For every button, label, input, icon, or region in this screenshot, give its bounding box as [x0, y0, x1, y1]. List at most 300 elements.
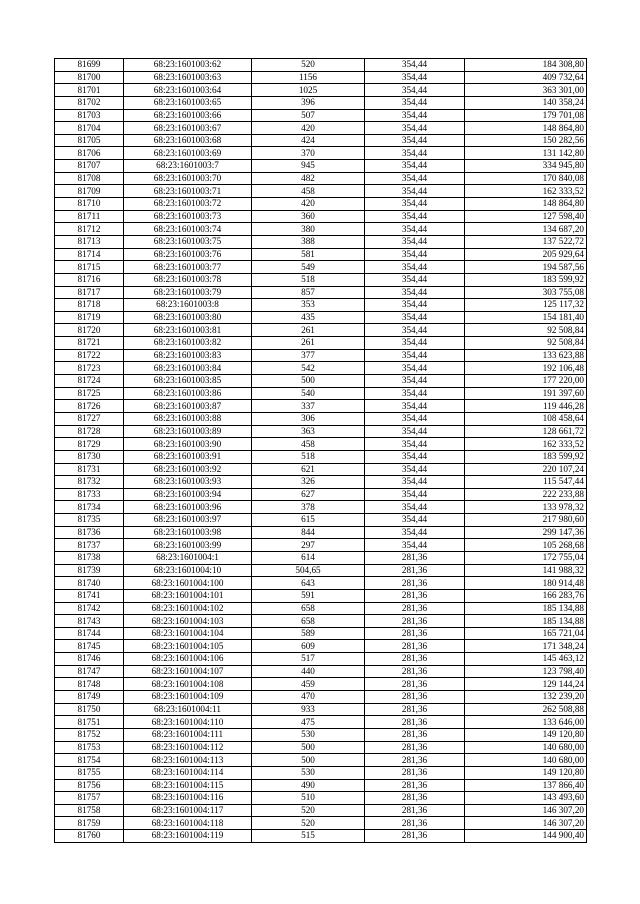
value-cell: 162 333,52 [465, 438, 587, 451]
value-cell: 183 599,92 [465, 450, 587, 463]
area-cell: 490 [252, 779, 365, 792]
table-row [55, 223, 587, 236]
rate-cell: 281,36 [365, 615, 465, 628]
value-cell: 131 142,80 [465, 147, 587, 160]
row-number-cell: 81744 [55, 627, 124, 640]
table-row [55, 450, 587, 463]
area-cell: 360 [252, 210, 365, 223]
table-row [55, 526, 587, 539]
area-cell: 500 [252, 754, 365, 767]
cadastral-number-cell: 68:23:1601004:106 [124, 653, 252, 666]
value-cell: 137 522,72 [465, 235, 587, 248]
table-row [55, 463, 587, 476]
row-number-cell: 81754 [55, 754, 124, 767]
area-cell: 504,65 [252, 564, 365, 577]
area-cell: 378 [252, 501, 365, 514]
cadastral-number-cell: 68:23:1601003:75 [124, 235, 252, 248]
rate-cell: 281,36 [365, 602, 465, 615]
cadastral-number-cell: 68:23:1601003:88 [124, 412, 252, 425]
table-row [55, 160, 587, 173]
table-row [55, 539, 587, 552]
value-cell: 127 598,40 [465, 210, 587, 223]
area-cell: 420 [252, 122, 365, 135]
row-number-cell: 81741 [55, 589, 124, 602]
row-number-cell: 81737 [55, 539, 124, 552]
rate-cell: 354,44 [365, 223, 465, 236]
table-row [55, 602, 587, 615]
table-row [55, 349, 587, 362]
value-cell: 105 268,68 [465, 539, 587, 552]
area-cell: 510 [252, 792, 365, 805]
cadastral-number-cell: 68:23:1601003:80 [124, 311, 252, 324]
table-row [55, 564, 587, 577]
row-number-cell: 81739 [55, 564, 124, 577]
area-cell: 520 [252, 804, 365, 817]
cadastral-number-cell: 68:23:1601003:64 [124, 84, 252, 97]
cadastral-number-cell: 68:23:1601003:67 [124, 122, 252, 135]
cadastral-number-cell: 68:23:1601003:90 [124, 438, 252, 451]
rate-cell: 354,44 [365, 349, 465, 362]
cadastral-number-cell: 68:23:1601003:83 [124, 349, 252, 362]
cadastral-number-cell: 68:23:1601004:109 [124, 691, 252, 704]
value-cell: 141 988,32 [465, 564, 587, 577]
cadastral-number-cell: 68:23:1601004:114 [124, 766, 252, 779]
row-number-cell: 81728 [55, 425, 124, 438]
value-cell: 137 866,40 [465, 779, 587, 792]
area-cell: 609 [252, 640, 365, 653]
rate-cell: 281,36 [365, 792, 465, 805]
row-number-cell: 81745 [55, 640, 124, 653]
rate-cell: 354,44 [365, 514, 465, 527]
value-cell: 144 900,40 [465, 830, 587, 843]
row-number-cell: 81707 [55, 160, 124, 173]
value-cell: 162 333,52 [465, 185, 587, 198]
row-number-cell: 81712 [55, 223, 124, 236]
row-number-cell: 81705 [55, 134, 124, 147]
rate-cell: 354,44 [365, 412, 465, 425]
value-cell: 146 307,20 [465, 804, 587, 817]
table-row [55, 691, 587, 704]
rate-cell: 354,44 [365, 210, 465, 223]
row-number-cell: 81725 [55, 387, 124, 400]
rate-cell: 281,36 [365, 640, 465, 653]
row-number-cell: 81732 [55, 476, 124, 489]
table-body [55, 59, 587, 843]
rate-cell: 281,36 [365, 804, 465, 817]
value-cell: 115 547,44 [465, 476, 587, 489]
table-row [55, 109, 587, 122]
value-cell: 123 798,40 [465, 665, 587, 678]
table-row [55, 324, 587, 337]
value-cell: 184 308,80 [465, 59, 587, 72]
area-cell: 520 [252, 817, 365, 830]
table-row [55, 337, 587, 350]
rate-cell: 281,36 [365, 703, 465, 716]
row-number-cell: 81753 [55, 741, 124, 754]
area-cell: 520 [252, 59, 365, 72]
table-row [55, 134, 587, 147]
value-cell: 140 680,00 [465, 754, 587, 767]
cadastral-number-cell: 68:23:1601004:119 [124, 830, 252, 843]
cadastral-number-cell: 68:23:1601003:73 [124, 210, 252, 223]
area-cell: 530 [252, 728, 365, 741]
value-cell: 183 599,92 [465, 273, 587, 286]
table-row [55, 59, 587, 72]
area-cell: 614 [252, 551, 365, 564]
rate-cell: 354,44 [365, 387, 465, 400]
table-row [55, 412, 587, 425]
value-cell: 119 446,28 [465, 400, 587, 413]
rate-cell: 354,44 [365, 476, 465, 489]
row-number-cell: 81738 [55, 551, 124, 564]
rate-cell: 354,44 [365, 501, 465, 514]
cadastral-number-cell: 68:23:1601003:87 [124, 400, 252, 413]
area-cell: 475 [252, 716, 365, 729]
rate-cell: 354,44 [365, 286, 465, 299]
value-cell: 129 144,24 [465, 678, 587, 691]
cadastral-number-cell: 68:23:1601004:118 [124, 817, 252, 830]
cadastral-number-cell: 68:23:1601003:74 [124, 223, 252, 236]
table-row [55, 311, 587, 324]
rate-cell: 354,44 [365, 375, 465, 388]
row-number-cell: 81715 [55, 261, 124, 274]
cadastral-number-cell: 68:23:1601003:70 [124, 172, 252, 185]
area-cell: 549 [252, 261, 365, 274]
row-number-cell: 81750 [55, 703, 124, 716]
cadastral-number-cell: 68:23:1601004:113 [124, 754, 252, 767]
rate-cell: 354,44 [365, 362, 465, 375]
cadastral-number-cell: 68:23:1601004:117 [124, 804, 252, 817]
row-number-cell: 81700 [55, 71, 124, 84]
cadastral-number-cell: 68:23:1601003:99 [124, 539, 252, 552]
area-cell: 420 [252, 198, 365, 211]
rate-cell: 281,36 [365, 691, 465, 704]
cadastral-number-cell: 68:23:1601003:82 [124, 337, 252, 350]
row-number-cell: 81724 [55, 375, 124, 388]
value-cell: 194 587,56 [465, 261, 587, 274]
area-cell: 396 [252, 96, 365, 109]
value-cell: 220 107,24 [465, 463, 587, 476]
area-cell: 591 [252, 589, 365, 602]
cadastral-number-cell: 68:23:1601003:63 [124, 71, 252, 84]
row-number-cell: 81743 [55, 615, 124, 628]
value-cell: 222 233,88 [465, 488, 587, 501]
cadastral-number-cell: 68:23:1601004:115 [124, 779, 252, 792]
value-cell: 143 493,60 [465, 792, 587, 805]
cadastral-number-cell: 68:23:1601003:81 [124, 324, 252, 337]
cadastral-number-cell: 68:23:1601003:68 [124, 134, 252, 147]
document-page [54, 58, 586, 843]
rate-cell: 354,44 [365, 463, 465, 476]
rate-cell: 354,44 [365, 311, 465, 324]
rate-cell: 354,44 [365, 299, 465, 312]
rate-cell: 354,44 [365, 337, 465, 350]
cadastral-number-cell: 68:23:1601004:105 [124, 640, 252, 653]
area-cell: 1156 [252, 71, 365, 84]
rate-cell: 354,44 [365, 539, 465, 552]
cadastral-number-cell: 68:23:1601004:107 [124, 665, 252, 678]
table-row [55, 488, 587, 501]
table-row [55, 122, 587, 135]
value-cell: 125 117,32 [465, 299, 587, 312]
table-row [55, 627, 587, 640]
rate-cell: 354,44 [365, 96, 465, 109]
area-cell: 517 [252, 653, 365, 666]
cadastral-number-cell: 68:23:1601003:69 [124, 147, 252, 160]
table-row [55, 728, 587, 741]
value-cell: 128 661,72 [465, 425, 587, 438]
value-cell: 149 120,80 [465, 766, 587, 779]
cadastral-number-cell: 68:23:1601003:7 [124, 160, 252, 173]
value-cell: 409 732,64 [465, 71, 587, 84]
area-cell: 459 [252, 678, 365, 691]
value-cell: 179 701,08 [465, 109, 587, 122]
rate-cell: 281,36 [365, 564, 465, 577]
cadastral-number-cell: 68:23:1601003:84 [124, 362, 252, 375]
rate-cell: 281,36 [365, 716, 465, 729]
table-row [55, 741, 587, 754]
row-number-cell: 81708 [55, 172, 124, 185]
rate-cell: 354,44 [365, 400, 465, 413]
value-cell: 334 945,80 [465, 160, 587, 173]
table-row [55, 551, 587, 564]
cadastral-number-cell: 68:23:1601004:108 [124, 678, 252, 691]
table-row [55, 362, 587, 375]
row-number-cell: 81720 [55, 324, 124, 337]
area-cell: 507 [252, 109, 365, 122]
value-cell: 92 508,84 [465, 324, 587, 337]
row-number-cell: 81723 [55, 362, 124, 375]
row-number-cell: 81746 [55, 653, 124, 666]
value-cell: 134 687,20 [465, 223, 587, 236]
value-cell: 170 840,08 [465, 172, 587, 185]
table-row [55, 589, 587, 602]
row-number-cell: 81718 [55, 299, 124, 312]
row-number-cell: 81742 [55, 602, 124, 615]
area-cell: 435 [252, 311, 365, 324]
table-row [55, 678, 587, 691]
area-cell: 306 [252, 412, 365, 425]
row-number-cell: 81752 [55, 728, 124, 741]
cadastral-number-cell: 68:23:1601003:71 [124, 185, 252, 198]
rate-cell: 281,36 [365, 830, 465, 843]
table-row [55, 653, 587, 666]
area-cell: 933 [252, 703, 365, 716]
rate-cell: 354,44 [365, 134, 465, 147]
value-cell: 171 348,24 [465, 640, 587, 653]
cadastral-number-cell: 68:23:1601004:104 [124, 627, 252, 640]
area-cell: 261 [252, 337, 365, 350]
table-row [55, 754, 587, 767]
table-row [55, 703, 587, 716]
area-cell: 540 [252, 387, 365, 400]
cadastral-number-cell: 68:23:1601004:1 [124, 551, 252, 564]
value-cell: 154 181,40 [465, 311, 587, 324]
area-cell: 440 [252, 665, 365, 678]
cadastral-number-cell: 68:23:1601004:111 [124, 728, 252, 741]
row-number-cell: 81709 [55, 185, 124, 198]
value-cell: 185 134,88 [465, 602, 587, 615]
area-cell: 844 [252, 526, 365, 539]
row-number-cell: 81734 [55, 501, 124, 514]
rate-cell: 354,44 [365, 84, 465, 97]
area-cell: 337 [252, 400, 365, 413]
rate-cell: 354,44 [365, 109, 465, 122]
rate-cell: 281,36 [365, 678, 465, 691]
area-cell: 377 [252, 349, 365, 362]
area-cell: 945 [252, 160, 365, 173]
table-row [55, 248, 587, 261]
table-row [55, 235, 587, 248]
area-cell: 458 [252, 438, 365, 451]
cadastral-number-cell: 68:23:1601003:77 [124, 261, 252, 274]
row-number-cell: 81703 [55, 109, 124, 122]
value-cell: 133 646,00 [465, 716, 587, 729]
row-number-cell: 81751 [55, 716, 124, 729]
table-row [55, 514, 587, 527]
rate-cell: 354,44 [365, 450, 465, 463]
cadastral-number-cell: 68:23:1601003:79 [124, 286, 252, 299]
area-cell: 482 [252, 172, 365, 185]
row-number-cell: 81748 [55, 678, 124, 691]
area-cell: 857 [252, 286, 365, 299]
row-number-cell: 81758 [55, 804, 124, 817]
value-cell: 185 134,88 [465, 615, 587, 628]
row-number-cell: 81716 [55, 273, 124, 286]
cadastral-number-cell: 68:23:1601003:66 [124, 109, 252, 122]
table-row [55, 766, 587, 779]
value-cell: 217 980,60 [465, 514, 587, 527]
rate-cell: 281,36 [365, 577, 465, 590]
value-cell: 299 147,36 [465, 526, 587, 539]
cadastral-number-cell: 68:23:1601004:116 [124, 792, 252, 805]
rate-cell: 354,44 [365, 122, 465, 135]
value-cell: 148 864,80 [465, 122, 587, 135]
rate-cell: 354,44 [365, 324, 465, 337]
value-cell: 133 978,32 [465, 501, 587, 514]
rate-cell: 281,36 [365, 665, 465, 678]
row-number-cell: 81731 [55, 463, 124, 476]
row-number-cell: 81756 [55, 779, 124, 792]
row-number-cell: 81733 [55, 488, 124, 501]
rate-cell: 354,44 [365, 273, 465, 286]
area-cell: 380 [252, 223, 365, 236]
area-cell: 643 [252, 577, 365, 590]
rate-cell: 354,44 [365, 198, 465, 211]
table-row [55, 716, 587, 729]
cadastral-number-cell: 68:23:1601003:8 [124, 299, 252, 312]
table-row [55, 476, 587, 489]
area-cell: 658 [252, 602, 365, 615]
rate-cell: 354,44 [365, 248, 465, 261]
cadastral-number-cell: 68:23:1601003:72 [124, 198, 252, 211]
table-row [55, 501, 587, 514]
table-row [55, 147, 587, 160]
cadastral-number-cell: 68:23:1601003:78 [124, 273, 252, 286]
cadastral-number-cell: 68:23:1601003:65 [124, 96, 252, 109]
value-cell: 146 307,20 [465, 817, 587, 830]
cadastral-number-cell: 68:23:1601003:89 [124, 425, 252, 438]
table-row [55, 817, 587, 830]
rate-cell: 354,44 [365, 71, 465, 84]
row-number-cell: 81701 [55, 84, 124, 97]
cadastral-number-cell: 68:23:1601003:97 [124, 514, 252, 527]
table-row [55, 261, 587, 274]
table-row [55, 792, 587, 805]
value-cell: 172 755,04 [465, 551, 587, 564]
rate-cell: 281,36 [365, 741, 465, 754]
area-cell: 363 [252, 425, 365, 438]
rate-cell: 354,44 [365, 425, 465, 438]
rate-cell: 281,36 [365, 653, 465, 666]
area-cell: 424 [252, 134, 365, 147]
area-cell: 370 [252, 147, 365, 160]
area-cell: 542 [252, 362, 365, 375]
cadastral-number-cell: 68:23:1601004:103 [124, 615, 252, 628]
rate-cell: 281,36 [365, 728, 465, 741]
area-cell: 458 [252, 185, 365, 198]
value-cell: 132 239,20 [465, 691, 587, 704]
cadastral-value-table [54, 58, 587, 843]
table-row [55, 615, 587, 628]
cadastral-number-cell: 68:23:1601004:100 [124, 577, 252, 590]
row-number-cell: 81714 [55, 248, 124, 261]
table-row [55, 387, 587, 400]
cadastral-number-cell: 68:23:1601004:101 [124, 589, 252, 602]
value-cell: 191 397,60 [465, 387, 587, 400]
cadastral-number-cell: 68:23:1601003:93 [124, 476, 252, 489]
rate-cell: 354,44 [365, 147, 465, 160]
rate-cell: 281,36 [365, 779, 465, 792]
area-cell: 627 [252, 488, 365, 501]
rate-cell: 281,36 [365, 551, 465, 564]
rate-cell: 354,44 [365, 172, 465, 185]
table-row [55, 375, 587, 388]
row-number-cell: 81730 [55, 450, 124, 463]
row-number-cell: 81755 [55, 766, 124, 779]
cadastral-number-cell: 68:23:1601003:85 [124, 375, 252, 388]
table-row [55, 830, 587, 843]
area-cell: 388 [252, 235, 365, 248]
cadastral-number-cell: 68:23:1601004:11 [124, 703, 252, 716]
table-row [55, 286, 587, 299]
row-number-cell: 81740 [55, 577, 124, 590]
cadastral-number-cell: 68:23:1601004:110 [124, 716, 252, 729]
value-cell: 108 458,64 [465, 412, 587, 425]
rate-cell: 281,36 [365, 754, 465, 767]
row-number-cell: 81729 [55, 438, 124, 451]
rate-cell: 281,36 [365, 766, 465, 779]
value-cell: 145 463,12 [465, 653, 587, 666]
table-row [55, 577, 587, 590]
area-cell: 615 [252, 514, 365, 527]
area-cell: 518 [252, 450, 365, 463]
cadastral-number-cell: 68:23:1601003:96 [124, 501, 252, 514]
area-cell: 1025 [252, 84, 365, 97]
cadastral-number-cell: 68:23:1601003:94 [124, 488, 252, 501]
rate-cell: 281,36 [365, 627, 465, 640]
table-row [55, 84, 587, 97]
area-cell: 589 [252, 627, 365, 640]
cadastral-number-cell: 68:23:1601003:92 [124, 463, 252, 476]
cadastral-number-cell: 68:23:1601004:10 [124, 564, 252, 577]
row-number-cell: 81757 [55, 792, 124, 805]
value-cell: 149 120,80 [465, 728, 587, 741]
rate-cell: 354,44 [365, 59, 465, 72]
area-cell: 518 [252, 273, 365, 286]
rate-cell: 281,36 [365, 589, 465, 602]
table-row [55, 804, 587, 817]
